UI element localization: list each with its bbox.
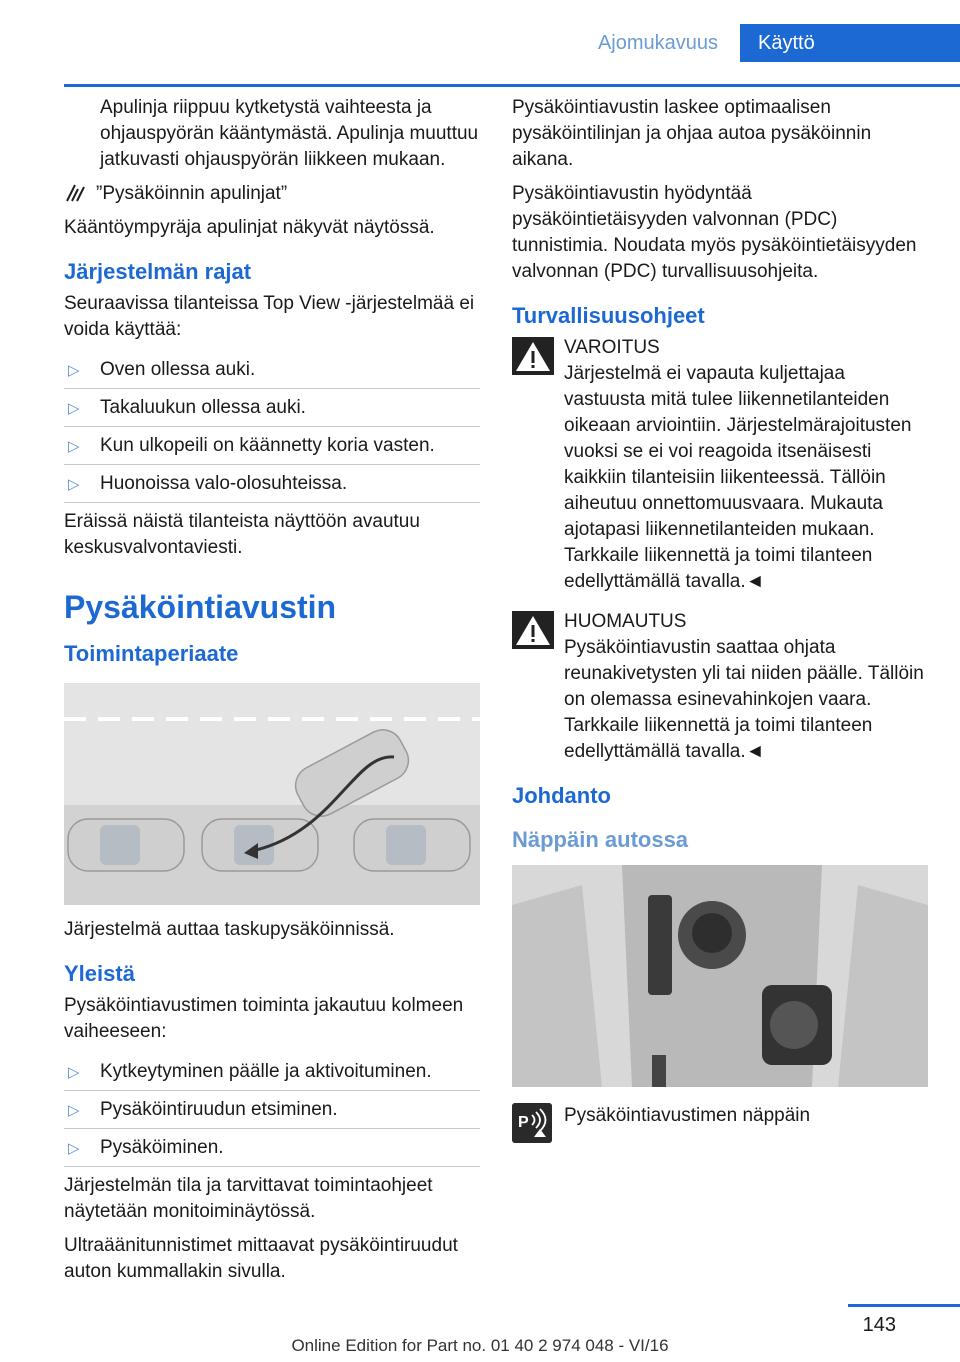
paragraph: Eräissä näistä tilanteista näyttöön avautuu keskusvalvontaviesti. — [64, 511, 420, 558]
notice-title: HUOMAUTUS — [564, 611, 687, 632]
page-number: 143 — [862, 1314, 896, 1336]
notice-body: Pysäköintiavustin saattaa ohjata reunakivetysten yli tai niiden päälle. Tällöin on olemassa esinevahinkojen vaara. Tarkkaile liikennettä ja toimi tilanteen edellyttämällä tavalla.◄ — [564, 637, 924, 762]
header-chapter-tab[interactable]: Käyttö — [740, 24, 960, 62]
list-item: ▷ Pysäköintiruudun etsiminen. — [64, 1091, 480, 1129]
notice-block — [512, 609, 928, 765]
paragraph: Pysäköintiavustin laskee optimaalisen pysäköintilinjan ja ohjaa autoa pysäköinnin aikana. — [512, 97, 872, 170]
warning-triangle-icon — [512, 337, 554, 375]
section-heading: Yleistä — [64, 961, 135, 986]
section-heading: Järjestelmän rajat — [64, 259, 252, 284]
list-item: ▷ Oven ollessa auki. — [64, 351, 480, 389]
subsection-heading: Näppäin autossa — [512, 827, 689, 852]
bullet-triangle-icon: ▷ — [68, 438, 80, 455]
list-item: ▷ Kytkeytyminen päälle ja aktivoituminen. — [64, 1053, 480, 1091]
phases-list — [64, 1053, 480, 1167]
svg-text:P: P — [518, 1114, 529, 1131]
parking-diagram — [64, 683, 480, 905]
section-heading: Turvallisuusohjeet — [512, 303, 705, 328]
steering-lines-icon — [64, 181, 88, 203]
section-heading: Toimintaperiaate — [64, 641, 239, 666]
figure-caption: Järjestelmä auttaa taskupysäköinnissä. — [64, 919, 395, 940]
right-column — [512, 95, 928, 1129]
warning-triangle-icon — [512, 611, 554, 649]
section-heading: Johdanto — [512, 783, 611, 808]
paragraph: Pysäköintiavustin hyödyntää pysäköintietäisyyden valvonnan (PDC) tunnistimia. Noudata myös pysäköintietäisyyden valvonnan (PDC) turvallisuusohjeita. — [512, 183, 917, 282]
left-column — [64, 95, 480, 1293]
limits-list — [64, 351, 480, 503]
list-item: ▷ Huonoissa valo-olosuhteissa. — [64, 465, 480, 503]
parking-assistant-button-row — [512, 1103, 928, 1129]
reference-text: ”Pysäköinnin apulinjat” — [96, 183, 288, 204]
chapter-heading: Pysäköintiavustin — [64, 589, 337, 625]
bullet-triangle-icon: ▷ — [68, 362, 80, 379]
paragraph: Apulinja riippuu kytketystä vaihteesta ja ohjauspyörän kääntymästä. Apulinja muuttuu jatkuvasti ohjauspyörän liikkeen mukaan. — [100, 97, 479, 170]
page-header — [0, 24, 960, 62]
bullet-triangle-icon: ▷ — [68, 476, 80, 493]
button-caption: Pysäköintiavustimen näppäin — [564, 1105, 811, 1126]
header-section-title[interactable]: Ajomukavuus — [597, 32, 718, 54]
paragraph: Pysäköintiavustimen toiminta jakautuu kolmeen vaiheeseen: — [64, 995, 464, 1042]
paragraph: Kääntöympyräja apulinjat näkyvät näytössä. — [64, 217, 435, 238]
list-item: ▷ Kun ulkopeili on käännetty koria vasten. — [64, 427, 480, 465]
paragraph: Ultraäänitunnistimet mittaavat pysäköintiruudut auton kummallakin sivulla. — [64, 1235, 458, 1282]
reference-line — [64, 181, 480, 207]
header-rule — [64, 84, 960, 87]
paragraph: Järjestelmän tila ja tarvittavat toimintaohjeet näytetään monitoiminäytössä. — [64, 1175, 433, 1222]
paragraph: Seuraavissa tilanteissa Top View -järjestelmää ei voida käyttää: — [64, 293, 475, 340]
bullet-triangle-icon: ▷ — [68, 1102, 80, 1119]
list-item: ▷ Takaluukun ollessa auki. — [64, 389, 480, 427]
warning-title: VAROITUS — [564, 337, 660, 358]
warning-body: Järjestelmä ei vapauta kuljettajaa vastuusta mitä tulee liikennetilanteiden oikeaan arviointiin. Järjestelmärajoitusten vuoksi se ei voi reagoida itsenäisesti kaikkiin tilanteisiin liikenteessä. Tällöin aiheutuu onnettomuusvaara. Mukauta ajotapasi liikennetilanteiden mukaan. Tarkkaile liikennettä ja toimi tilanteen edellyttämällä tavalla.◄ — [564, 363, 912, 592]
parking-illustration — [64, 683, 480, 905]
list-item: ▷ Pysäköiminen. — [64, 1129, 480, 1167]
warning-block — [512, 335, 928, 595]
parking-assistant-icon[interactable] — [512, 1103, 552, 1143]
bullet-triangle-icon: ▷ — [68, 400, 80, 417]
bullet-triangle-icon: ▷ — [68, 1064, 80, 1081]
bullet-triangle-icon: ▷ — [68, 1140, 80, 1157]
center-console-illustration — [512, 865, 928, 1087]
console-photo — [512, 865, 928, 1087]
footer-rule — [848, 1304, 960, 1307]
edition-footer: Online Edition for Part no. 01 40 2 974 048 - VI/16 — [291, 1336, 669, 1355]
